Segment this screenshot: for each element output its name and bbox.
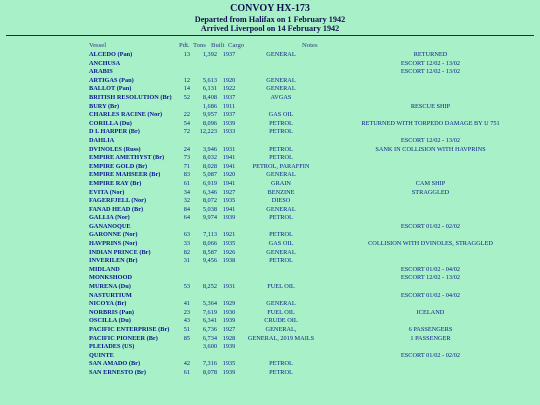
built-year: 1937 — [222, 111, 236, 119]
table-row — [0, 257, 540, 266]
tons-value — [190, 223, 217, 232]
pdt-value — [177, 60, 190, 69]
cargo-value: FUEL OIL — [267, 283, 295, 291]
vessel-name: EVITA (Nor) — [89, 188, 125, 196]
table-row — [0, 154, 540, 163]
vessel-name: FAGERFJELL (Nor) — [89, 197, 147, 205]
notes-value — [321, 249, 540, 258]
cargo-value — [241, 68, 321, 77]
table-row — [0, 60, 540, 69]
pdt-value: 61 — [183, 368, 190, 376]
tons-value: 5,038 — [202, 205, 217, 213]
pdt-value: 63 — [183, 231, 190, 239]
pdt-value: 31 — [183, 257, 190, 265]
pdt-value: 72 — [183, 128, 190, 136]
vessel-name: BALLOT (Pan) — [89, 85, 132, 93]
cargo-value: GENERAL — [266, 51, 296, 58]
cargo-value — [241, 266, 321, 275]
tons-value: 9,456 — [202, 257, 217, 265]
table-row — [0, 240, 540, 249]
built-year — [217, 292, 241, 301]
vessel-name: PACIFIC ENTERPRISE (Br) — [89, 326, 170, 333]
built-year: 1935 — [222, 240, 236, 248]
table-row — [0, 274, 540, 283]
pdt-value: 32 — [183, 197, 190, 205]
pdt-value — [177, 103, 190, 112]
pdt-value: 51 — [183, 326, 190, 333]
tons-value: 6,736 — [202, 326, 217, 333]
notes-value — [321, 128, 540, 137]
pdt-value: 34 — [183, 188, 190, 196]
table-row — [0, 326, 540, 335]
notes-value — [321, 85, 540, 94]
cargo-value: PETROL — [269, 214, 293, 222]
vessel-name: BURY (Br) — [89, 102, 120, 110]
notes-value: ESCORT 01/02 - 04/02 — [400, 265, 461, 273]
notes-value: RESCUE SHIP — [410, 102, 451, 110]
tons-value: 1,686 — [202, 102, 217, 110]
built-year: 1926 — [222, 248, 236, 256]
pdt-value: 52 — [183, 93, 190, 101]
built-year: 1938 — [222, 257, 236, 265]
cargo-value — [241, 343, 321, 352]
built-year — [217, 352, 241, 361]
cargo-value: BENZINE — [267, 188, 295, 196]
pdt-value — [177, 274, 190, 283]
tons-value — [190, 266, 217, 275]
pdt-value — [177, 266, 190, 275]
vessel-name: GALLIA (Nor) — [89, 214, 130, 222]
table-row — [0, 369, 540, 378]
vessel-name: CORILLA (Du) — [89, 119, 132, 127]
cargo-value — [241, 103, 321, 112]
cargo-value — [241, 292, 321, 301]
notes-value: CAM SHIP — [415, 179, 446, 187]
table-row — [0, 189, 540, 198]
vessel-name: HAVPRINS (Nor) — [89, 240, 138, 248]
tons-value: 8,066 — [202, 240, 217, 248]
notes-value: 1 PASSENGER — [410, 334, 451, 342]
notes-value — [321, 197, 540, 206]
tons-value — [190, 137, 217, 146]
table-row — [0, 197, 540, 206]
vessel-name: EMPIRE RAY (Br) — [89, 179, 142, 187]
notes-value — [321, 343, 540, 352]
built-year: 1928 — [222, 334, 236, 342]
column-header-built: Built — [211, 42, 225, 49]
pdt-value — [177, 223, 190, 232]
built-year: 1941 — [222, 154, 236, 162]
table-row — [0, 171, 540, 180]
tons-value: 8,032 — [202, 154, 217, 162]
vessel-name: DAHLIA — [89, 136, 115, 144]
tons-value: 9,957 — [202, 111, 217, 119]
table-row — [0, 77, 540, 86]
pdt-value: 22 — [183, 111, 190, 119]
built-year: 1920 — [222, 171, 236, 179]
built-year: 1939 — [222, 214, 236, 222]
tons-value: 7,113 — [203, 231, 217, 239]
table-row — [0, 206, 540, 215]
arrival-line: Arrived Liverpool on 14 February 1942 — [200, 24, 340, 33]
table-row — [0, 231, 540, 240]
pdt-value: 23 — [183, 308, 190, 316]
table-row — [0, 300, 540, 309]
tons-value: 6,734 — [202, 334, 217, 342]
vessel-name: PACIFIC PIONEER (Br) — [89, 334, 158, 342]
pdt-value: 73 — [183, 154, 190, 162]
vessel-name: NICOYA (Br) — [89, 300, 127, 308]
vessel-name: D L HARPER (Br) — [89, 128, 140, 136]
built-year: 1927 — [222, 326, 236, 333]
notes-value: ESCORT 12/02 - 13/02 — [400, 59, 461, 67]
notes-value — [321, 154, 540, 163]
cargo-value: DIESO — [271, 197, 291, 205]
table-row — [0, 266, 540, 275]
cargo-value: PETROL — [269, 128, 293, 136]
vessel-name: OSCILLA (Du) — [89, 317, 131, 325]
built-year — [217, 223, 241, 232]
notes-value: ESCORT 12/02 - 13/02 — [400, 68, 461, 76]
built-year: 1935 — [222, 197, 236, 205]
column-header-notes: Notes — [302, 42, 318, 49]
tons-value: 3,946 — [202, 145, 217, 153]
table-row — [0, 352, 540, 361]
vessel-name: MURENA (Du) — [89, 283, 131, 291]
pdt-value: 24 — [183, 145, 190, 153]
table-row — [0, 103, 540, 112]
cargo-value: GRAIN — [271, 179, 291, 187]
vessel-name: GANANOQUE — [89, 222, 131, 230]
table-row — [0, 317, 540, 326]
notes-value — [321, 317, 540, 326]
column-header-vessel: Vessel — [89, 42, 107, 49]
cargo-value: GENERAL — [266, 248, 296, 256]
built-year: 1935 — [222, 360, 236, 368]
cargo-value: PETROL — [269, 145, 293, 153]
table-row — [0, 94, 540, 103]
vessel-name: DVINOLES (Russ) — [89, 145, 141, 153]
cargo-value: PETROL — [269, 257, 293, 265]
vessel-name: EMPIRE MAHSEER (Br) — [89, 171, 161, 179]
notes-value: ESCORT 01/02 - 02/02 — [400, 222, 461, 230]
notes-value — [321, 300, 540, 309]
cargo-value: GENERAL — [266, 171, 296, 179]
header-divider — [6, 35, 534, 36]
table-row — [0, 68, 540, 77]
cargo-value — [241, 137, 321, 146]
cargo-value: CRUDE OIL — [264, 317, 298, 325]
cargo-value: PETROL — [269, 360, 293, 368]
tons-value: 7,316 — [202, 360, 217, 368]
vessel-name: GARONNE (Nor) — [89, 231, 138, 239]
pdt-value: 64 — [183, 214, 190, 222]
built-year — [217, 137, 241, 146]
vessel-name: NASTURTIUM — [89, 291, 132, 299]
cargo-value: PETROL — [269, 368, 293, 376]
built-year: 1933 — [222, 128, 236, 136]
cargo-value: FUEL OIL — [267, 308, 295, 316]
notes-value: COLLISION WITH DVINOLES, STRAGGLED — [368, 240, 493, 248]
tons-value: 8,028 — [202, 162, 217, 170]
vessel-name: ALCEDO (Pan) — [89, 51, 133, 58]
notes-value: RETURNED WITH TORPEDO DAMAGE BY U 751 — [361, 119, 500, 127]
cargo-value: GENERAL — [266, 205, 296, 213]
built-year: 1931 — [222, 145, 236, 153]
tons-value: 6,919 — [202, 179, 217, 187]
pdt-value: 12 — [183, 76, 190, 84]
column-header-pdt: Pdt. — [179, 42, 190, 49]
table-row — [0, 223, 540, 232]
tons-value: 5,364 — [202, 300, 217, 308]
pdt-value: 53 — [183, 283, 190, 291]
cargo-value — [241, 274, 321, 283]
vessel-name: EMPIRE GOLD (Br) — [89, 162, 148, 170]
notes-value: ESCORT 01/02 - 04/02 — [400, 291, 461, 299]
tons-value: 8,252 — [202, 283, 217, 291]
vessel-name: NORBRIS (Pan) — [89, 308, 134, 316]
vessel-name: SAN ERNESTO (Br) — [89, 368, 146, 376]
tons-value: 5,613 — [202, 76, 217, 84]
tons-value — [190, 274, 217, 283]
table-row — [0, 146, 540, 155]
pdt-value: 33 — [183, 240, 190, 248]
tons-value — [190, 60, 217, 69]
notes-value: RETURNED — [413, 51, 448, 58]
tons-value: 5,087 — [202, 171, 217, 179]
built-year — [217, 60, 241, 69]
pdt-value — [177, 68, 190, 77]
notes-value — [321, 283, 540, 292]
pdt-value: 61 — [183, 179, 190, 187]
notes-value — [321, 369, 540, 378]
tons-value: 8,096 — [202, 119, 217, 127]
tons-value: 12,223 — [199, 128, 217, 136]
built-year — [217, 266, 241, 275]
built-year: 1941 — [222, 205, 236, 213]
table-row — [0, 249, 540, 258]
tons-value: 8,408 — [202, 93, 217, 101]
table-row — [0, 292, 540, 301]
tons-value — [190, 292, 217, 301]
table-row — [0, 137, 540, 146]
table-row — [0, 85, 540, 94]
notes-value: ESCORT 01/02 - 02/02 — [400, 351, 461, 359]
cargo-value: GAS OIL — [268, 240, 294, 248]
table-row — [0, 283, 540, 292]
vessel-name: SAN AMADO (Br) — [89, 360, 141, 368]
built-year: 1927 — [222, 188, 236, 196]
table-row — [0, 309, 540, 318]
tons-value: 6,346 — [202, 188, 217, 196]
tons-value: 1,392 — [202, 51, 217, 58]
built-year: 1941 — [222, 162, 236, 170]
table-row — [0, 128, 540, 137]
notes-value — [321, 206, 540, 215]
pdt-value: 54 — [183, 119, 190, 127]
table-row — [0, 360, 540, 369]
pdt-value: 14 — [183, 85, 190, 93]
tons-value: 8,078 — [202, 368, 217, 376]
notes-value — [321, 231, 540, 240]
pdt-value — [177, 292, 190, 301]
table-row — [0, 343, 540, 352]
vessel-name: FANAD HEAD (Br) — [89, 205, 144, 213]
pdt-value — [177, 343, 190, 352]
table-row — [0, 111, 540, 120]
cargo-value: PETROL, PARAFFIN — [252, 162, 310, 170]
cargo-value: GENERAL, — [265, 326, 297, 333]
pdt-value: 41 — [183, 300, 190, 308]
built-year: 1921 — [222, 231, 236, 239]
notes-value: 6 PASSENGERS — [408, 326, 453, 333]
cargo-value: PETROL — [269, 119, 293, 127]
built-year: 1937 — [222, 51, 236, 58]
vessel-name: MIDLAND — [89, 265, 120, 273]
vessel-name: QUINTE — [89, 351, 114, 359]
cargo-value: GENERAL, 2019 MAILS — [247, 334, 315, 342]
column-headers — [0, 42, 540, 51]
pdt-value: 85 — [183, 334, 190, 342]
tons-value — [190, 68, 217, 77]
table-row — [0, 214, 540, 223]
notes-value: ESCORT 12/02 - 13/02 — [400, 274, 461, 282]
cargo-value: GENERAL — [266, 85, 296, 93]
pdt-value: 84 — [183, 205, 190, 213]
cargo-value — [241, 352, 321, 361]
vessel-name: INVERILEN (Br) — [89, 257, 138, 265]
cargo-value — [241, 60, 321, 69]
vessel-name: ARABIS — [89, 68, 113, 76]
built-year: 1911 — [222, 102, 236, 110]
notes-value — [321, 257, 540, 266]
built-year: 1930 — [222, 308, 236, 316]
tons-value — [190, 352, 217, 361]
departure-line: Departed from Halifax on 1 February 1942 — [194, 15, 346, 24]
table-row — [0, 51, 540, 60]
vessel-name: ARTIGAS (Pan) — [89, 76, 134, 84]
built-year: 1939 — [222, 343, 236, 351]
vessel-name: CHARLES RACINE (Nor) — [89, 111, 163, 119]
table-row — [0, 335, 540, 344]
pdt-value: 43 — [183, 317, 190, 325]
cargo-value: PETROL — [269, 154, 293, 162]
notes-value: SANK IN COLLISION WITH HAVPRINS — [375, 145, 486, 153]
vessel-name: BRITISH RESOLUTION (Br) — [89, 93, 172, 101]
built-year: 1939 — [222, 368, 236, 376]
vessel-name: INDIAN PRINCE (Br) — [89, 248, 151, 256]
tons-value: 6,341 — [202, 317, 217, 325]
notes-value — [321, 94, 540, 103]
pdt-value: 82 — [183, 248, 190, 256]
vessel-name: MONKSHOOD — [89, 274, 133, 282]
table-row — [0, 120, 540, 129]
built-year: 1941 — [222, 179, 236, 187]
notes-value — [321, 111, 540, 120]
tons-value: 8,587 — [202, 248, 217, 256]
built-year: 1931 — [222, 283, 236, 291]
vessel-name: PLEIADES (US) — [89, 343, 135, 351]
tons-value: 7,619 — [202, 308, 217, 316]
cargo-value: GAS OIL — [268, 111, 294, 119]
cargo-value — [241, 223, 321, 232]
table-row — [0, 163, 540, 172]
pdt-value: 42 — [183, 360, 190, 368]
built-year — [217, 68, 241, 77]
pdt-value — [177, 137, 190, 146]
pdt-value: 13 — [183, 51, 190, 58]
notes-value — [321, 214, 540, 223]
cargo-value: GENERAL — [266, 76, 296, 84]
column-header-tons: Tons — [193, 42, 206, 49]
notes-value — [321, 77, 540, 86]
built-year — [217, 274, 241, 283]
cargo-value: GENERAL — [266, 300, 296, 308]
notes-value: ICELAND — [416, 308, 445, 316]
convoy-vessel-table — [0, 51, 540, 378]
built-year: 1922 — [222, 85, 236, 93]
tons-value: 8,072 — [202, 197, 217, 205]
tons-value: 9,974 — [202, 214, 217, 222]
column-header-cargo: Cargo — [228, 42, 245, 49]
built-year: 1929 — [222, 300, 236, 308]
page-title: CONVOY HX-173 — [230, 3, 310, 14]
cargo-value: PETROL — [269, 231, 293, 239]
table-row — [0, 180, 540, 189]
notes-value: STRAGGLED — [411, 188, 450, 196]
pdt-value: 71 — [183, 162, 190, 170]
pdt-value: 83 — [183, 171, 190, 179]
notes-value — [321, 163, 540, 172]
built-year: 1920 — [222, 76, 236, 84]
tons-value: 3,600 — [202, 343, 217, 351]
built-year: 1937 — [222, 93, 236, 101]
notes-value — [321, 171, 540, 180]
vessel-name: EMPIRE AMETHYST (Br) — [89, 154, 165, 162]
built-year: 1939 — [222, 317, 236, 325]
notes-value — [321, 360, 540, 369]
notes-value: ESCORT 12/02 - 13/02 — [400, 136, 461, 144]
built-year: 1939 — [222, 119, 236, 127]
cargo-value: AVGAS — [270, 93, 292, 101]
pdt-value — [177, 352, 190, 361]
vessel-name: ANCHUSA — [89, 59, 121, 67]
tons-value: 6,131 — [202, 85, 217, 93]
